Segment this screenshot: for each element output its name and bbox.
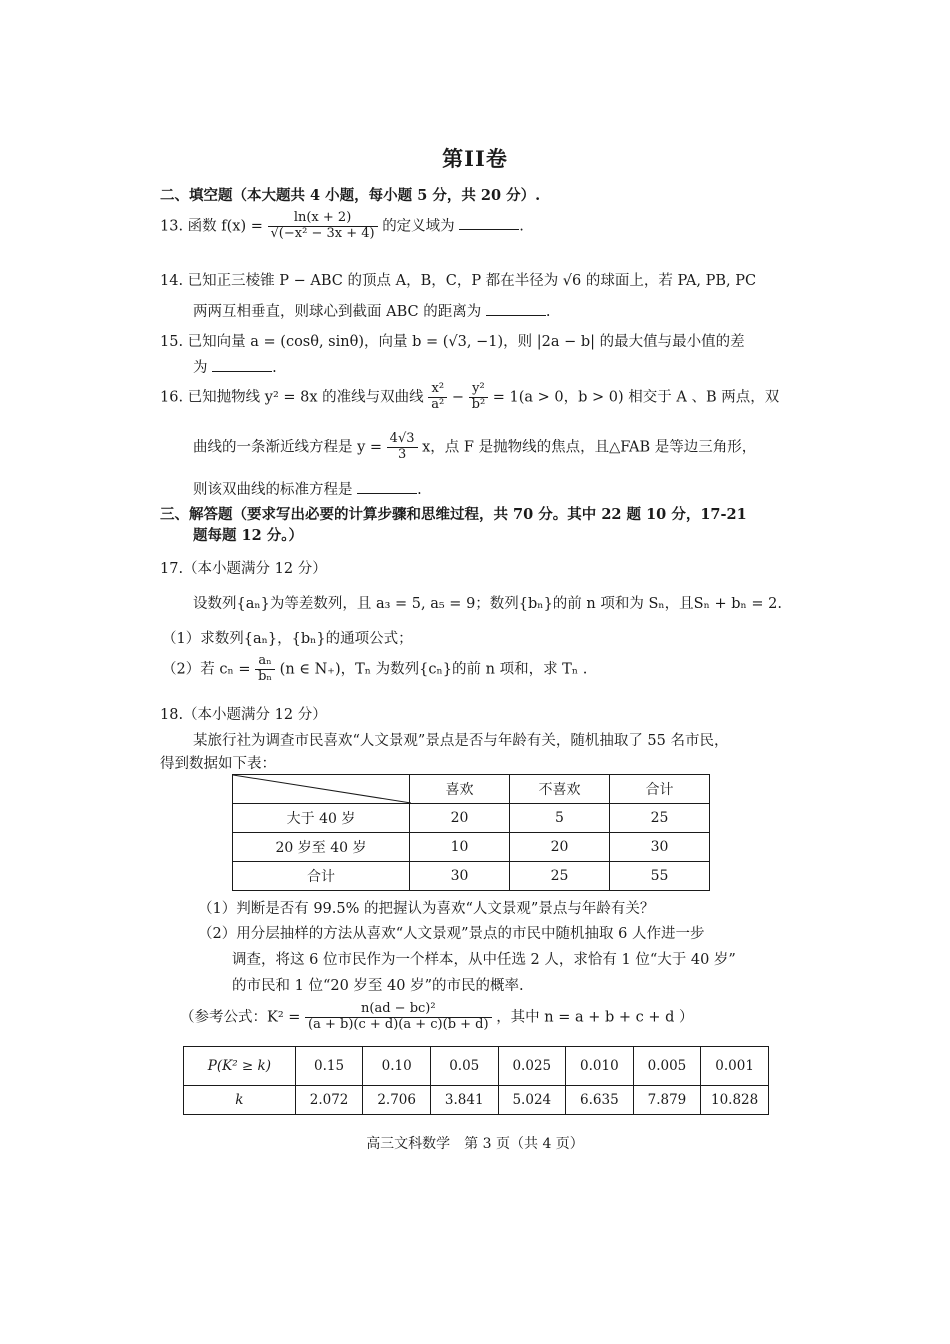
- reference-formula: [180, 1002, 694, 1033]
- q13-fraction: [268, 211, 378, 242]
- question-17-part1: （1）求数列{aₙ}，{bₙ}的通项公式；: [162, 631, 413, 647]
- table-row: [233, 862, 710, 891]
- table-cell: 20: [510, 833, 610, 862]
- table-cell: 0.05: [430, 1047, 498, 1086]
- table-header-row: [233, 775, 710, 804]
- q16-frac1-den: a²: [431, 396, 445, 412]
- formula-numerator: n(ad − bc)²: [305, 1002, 492, 1018]
- question-18-heading: 18.（本小题满分 12 分）: [160, 707, 327, 723]
- table-cell: 25: [510, 862, 610, 891]
- question-18-line2: 得到数据如下表：: [160, 756, 276, 772]
- q16-asymptote-fraction: [387, 432, 418, 463]
- table-cell: 大于 40 岁: [233, 804, 410, 833]
- table-cell: 0.15: [295, 1047, 363, 1086]
- table-header-cell: 喜欢: [410, 775, 510, 804]
- table-cell: 10.828: [701, 1086, 769, 1115]
- q16-fraction-y: [469, 382, 489, 413]
- table-row: [184, 1047, 769, 1086]
- critical-value-table: [183, 1046, 769, 1115]
- q14-line2-text: 两两互相垂直，则球心到截面 ABC 的距离为: [193, 304, 482, 320]
- table-cell: 0.005: [633, 1047, 701, 1086]
- table-cell: 0.10: [363, 1047, 431, 1086]
- table-cell: 30: [410, 862, 510, 891]
- table-cell: 2.706: [363, 1086, 431, 1115]
- q16-fraction-x: [428, 382, 447, 413]
- table-cell: 25: [609, 804, 709, 833]
- table-cell: 5: [510, 804, 610, 833]
- question-16-line1: [160, 382, 779, 413]
- question-16-line2: [193, 432, 756, 463]
- question-18-part1: （1）判断是否有 99.5% 的把握认为喜欢“人文景观”景点与年龄有关？: [198, 901, 655, 917]
- answer-blank: [486, 303, 546, 316]
- section-heading-answers-line1: 三、解答题（要求写出必要的计算步骤和思维过程，共 70 分。其中 22 题 10 分，17-21: [160, 506, 747, 523]
- q13-numerator: ln(x + 2): [268, 211, 378, 227]
- question-15-line2: 为 .: [193, 360, 277, 376]
- question-18-line1: 某旅行社为调查市民喜欢“人文景观”景点是否与年龄有关，随机抽取了 55 名市民，: [193, 733, 729, 749]
- table-cell: 合计: [233, 862, 410, 891]
- q13-suffix: 的定义域为: [382, 218, 455, 235]
- table-corner-cell: [233, 775, 410, 804]
- formula-fraction: [305, 1002, 492, 1033]
- q16-asym-den: 3: [397, 446, 407, 462]
- table-cell: 2.072: [295, 1086, 363, 1115]
- table-cell: 30: [609, 833, 709, 862]
- formula-suffix: ，其中 n = a + b + c + d ）: [496, 1009, 694, 1026]
- table-cell: 0.025: [498, 1047, 566, 1086]
- q16-line1-suffix: = 1(a > 0，b > 0) 相交于 A 、B 两点，双: [492, 389, 780, 406]
- formula-prefix: （参考公式：K² =: [180, 1009, 301, 1026]
- section-heading-answers-line2: 题每题 12 分。）: [193, 527, 304, 544]
- table-row: [233, 804, 710, 833]
- q16-line1-prefix: 16. 已知抛物线 y² = 8x 的准线与双曲线: [160, 389, 424, 406]
- question-14-line2: 两两互相垂直，则球心到截面 ABC 的距离为 .: [193, 304, 551, 320]
- q16-minus: −: [451, 389, 465, 406]
- question-17-text: 设数列{aₙ}为等差数列，且 a₃ = 5, a₅ = 9；数列{bₙ}的前 n 项和为 Sₙ，且Sₙ + bₙ = 2.: [193, 596, 783, 612]
- q16-frac2-num: y²: [469, 382, 489, 398]
- table-header-cell: 合计: [609, 775, 709, 804]
- section-heading-fill-in: 二、填空题（本大题共 4 小题，每小题 5 分，共 20 分）.: [160, 187, 541, 204]
- table-cell: 7.879: [633, 1086, 701, 1115]
- answer-blank: [459, 217, 519, 230]
- q17-frac-den: bₙ: [258, 668, 273, 684]
- q16-line3-text: 则该双曲线的标准方程是: [193, 482, 353, 498]
- q17-part2-suffix: (n ∈ N₊)，Tₙ 为数列{cₙ}的前 n 项和，求 Tₙ .: [279, 661, 588, 678]
- table-row: [233, 833, 710, 862]
- answer-blank: [357, 481, 417, 494]
- page-footer: 高三文科数学 第 3 页（共 4 页）: [366, 1136, 584, 1152]
- q13-denominator: √(−x² − 3x + 4): [270, 225, 375, 241]
- table-cell: 0.010: [566, 1047, 634, 1086]
- table-row: [184, 1086, 769, 1115]
- table-cell: 55: [609, 862, 709, 891]
- page-title: 第II卷: [442, 146, 508, 171]
- q17-part2-prefix: （2）若 cₙ =: [162, 661, 251, 678]
- q17-fraction: [255, 654, 275, 685]
- table-cell: k: [184, 1086, 296, 1115]
- question-18-part2-line1: （2）用分层抽样的方法从喜欢“人文景观”景点的市民中随机抽取 6 人作进一步: [198, 926, 705, 942]
- q13-prefix: 13. 函数 f(x) =: [160, 218, 263, 235]
- table-cell: 0.001: [701, 1047, 769, 1086]
- question-16-line3: 则该双曲线的标准方程是 .: [193, 482, 422, 498]
- q16-asym-num: 4√3: [387, 432, 418, 448]
- question-18-part2-line3: 的市民和 1 位“20 岁至 40 岁”的市民的概率.: [232, 978, 524, 994]
- q16-line2-prefix: 曲线的一条渐近线方程是 y =: [193, 439, 383, 456]
- table-cell: 5.024: [498, 1086, 566, 1115]
- table-cell: 10: [410, 833, 510, 862]
- table-cell: 20: [410, 804, 510, 833]
- table-header-cell: 不喜欢: [510, 775, 610, 804]
- survey-table: [232, 774, 710, 891]
- table-cell: 20 岁至 40 岁: [233, 833, 410, 862]
- question-18-part2-line2: 调查，将这 6 位市民作为一个样本，从中任选 2 人，求恰有 1 位“大于 40 岁”: [232, 952, 736, 968]
- q17-frac-num: aₙ: [255, 654, 275, 670]
- q15-line2-text: 为: [193, 360, 208, 376]
- formula-denominator: (a + b)(c + d)(a + c)(b + d): [308, 1016, 489, 1032]
- q16-frac2-den: b²: [471, 396, 486, 412]
- q16-frac1-num: x²: [428, 382, 447, 398]
- question-15-line1: 15. 已知向量 a = (cosθ, sinθ)，向量 b = (√3, −1)，则 |2a − b| 的最大值与最小值的差: [160, 334, 745, 350]
- question-17-heading: 17.（本小题满分 12 分）: [160, 561, 327, 577]
- question-14-line1: 14. 已知正三棱锥 P − ABC 的顶点 A，B，C，P 都在半径为 √6 的球面上，若 PA, PB, PC: [160, 273, 757, 289]
- question-13: 13. 函数 f(x) = $\frac{\ln(x + 2)}{\text{√(−x² − 3x + 4)}}$ 的定义域为 .: [160, 210, 524, 241]
- table-cell: 3.841: [430, 1086, 498, 1115]
- diagonal-line: [233, 775, 411, 803]
- table-cell: P(K² ≥ k): [184, 1047, 296, 1086]
- table-cell: 6.635: [566, 1086, 634, 1115]
- q16-line2-suffix: x，点 F 是抛物线的焦点，且△FAB 是等边三角形，: [422, 439, 757, 456]
- question-17-part2: [162, 654, 587, 685]
- answer-blank: [212, 359, 272, 372]
